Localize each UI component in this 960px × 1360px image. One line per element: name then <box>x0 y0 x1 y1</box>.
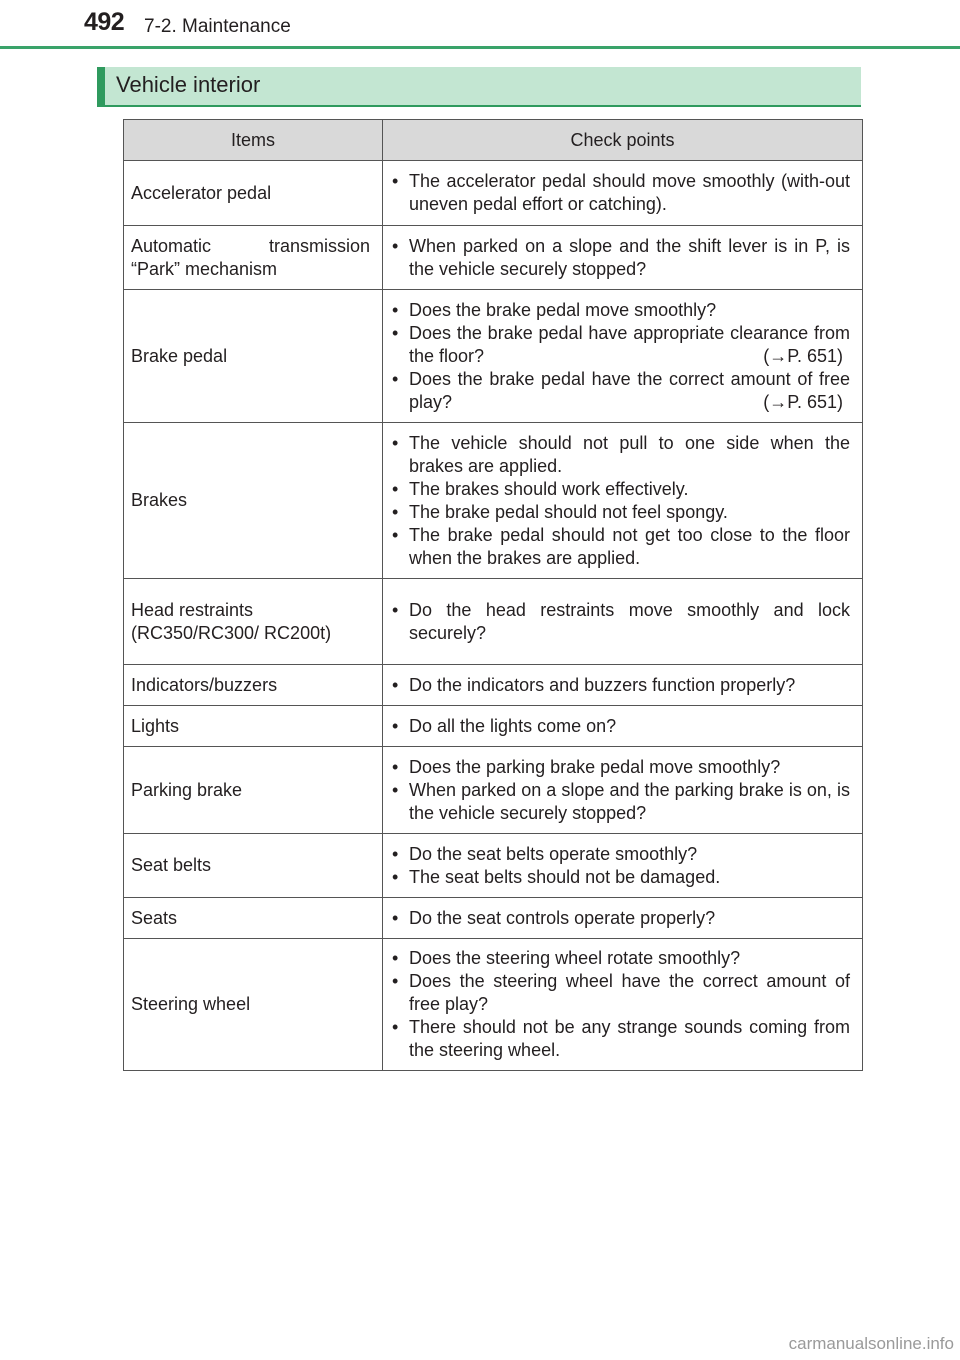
check-point <box>390 674 850 697</box>
item-cell: Steering wheel <box>124 939 383 1071</box>
item-cell: Parking brake <box>124 747 383 834</box>
check-table <box>123 119 863 1071</box>
table-row <box>124 665 863 706</box>
check-point <box>390 368 850 414</box>
page-number: 492 <box>84 8 125 36</box>
item-cell: Seat belts <box>124 834 383 898</box>
check-points-cell <box>383 898 863 939</box>
banner-accent-bar <box>97 67 105 105</box>
header-rule <box>0 46 960 49</box>
check-point <box>390 779 850 825</box>
check-point <box>390 907 850 930</box>
item-cell: Indicators/buzzers <box>124 665 383 706</box>
item-cell: Brake pedal <box>124 290 383 423</box>
item-cell: Brakes <box>124 423 383 579</box>
column-header-items: Items <box>124 120 383 161</box>
check-point-text: Does the brake pedal have appropriate clearance from the floor? <box>409 322 850 366</box>
check-point <box>390 970 850 1016</box>
check-points-cell <box>383 706 863 747</box>
check-point <box>390 866 850 889</box>
item-cell: Head restraints (RC350/RC300/ RC200t) <box>124 579 383 665</box>
check-point <box>390 843 850 866</box>
check-points-cell <box>383 423 863 579</box>
check-points-cell <box>383 226 863 290</box>
table-row <box>124 226 863 290</box>
check-point-text: Does the parking brake pedal move smoothly? <box>409 756 781 777</box>
item-cell: Automatic transmission “Park” mechanism <box>124 226 383 290</box>
check-point <box>390 715 850 738</box>
check-point-text: The vehicle should not pull to one side when the brakes are applied. <box>409 432 850 476</box>
check-point-text: Do the seat belts operate smoothly? <box>409 843 698 864</box>
check-point <box>390 501 850 524</box>
check-points-cell <box>383 161 863 226</box>
check-point <box>390 1016 850 1062</box>
check-point-text: Does the steering wheel rotate smoothly? <box>409 948 741 968</box>
check-point-text: When parked on a slope and the parking brake is on, is the vehicle securely stopped? <box>409 779 850 823</box>
item-cell: Lights <box>124 706 383 747</box>
check-point-text: There should not be any strange sounds coming from the steering wheel. <box>409 1017 850 1060</box>
check-point-text: When parked on a slope and the shift lever is in P, is the vehicle securely stopped? <box>409 235 850 279</box>
check-points-cell <box>383 747 863 834</box>
check-point-text: The brakes should work effectively. <box>409 478 689 499</box>
check-point <box>390 299 850 322</box>
check-point-text: Does the brake pedal have the correct amount of free play? <box>409 368 850 412</box>
check-point-text: Do all the lights come on? <box>409 715 617 736</box>
check-point-text: Do the seat controls operate properly? <box>409 907 716 928</box>
table-row <box>124 834 863 898</box>
section-title: 7-2. Maintenance <box>144 16 291 37</box>
page-reference[interactable]: (→P. 651) <box>763 345 843 366</box>
item-cell: Seats <box>124 898 383 939</box>
banner-title: Vehicle interior <box>116 72 261 97</box>
table-row <box>124 579 863 665</box>
check-point-text: The accelerator pedal should move smoothly (with-out uneven pedal effort or catching). <box>409 171 850 214</box>
check-point <box>390 322 850 368</box>
check-points-cell <box>383 290 863 423</box>
check-point <box>390 432 850 478</box>
check-points-cell <box>383 665 863 706</box>
table-row <box>124 161 863 226</box>
section-banner <box>97 67 861 105</box>
banner-underline <box>97 105 861 107</box>
check-point <box>390 524 850 570</box>
table-row <box>124 898 863 939</box>
table-header-row <box>124 120 863 161</box>
check-point <box>390 170 850 216</box>
check-point-text: Do the head restraints move smoothly and lock securely? <box>409 599 850 643</box>
page-reference[interactable]: (→P. 651) <box>763 391 843 412</box>
table-row <box>124 706 863 747</box>
table-row <box>124 290 863 423</box>
check-point-text: Does the steering wheel have the correct amount of free play? <box>409 971 850 1014</box>
table-row <box>124 747 863 834</box>
table-row <box>124 939 863 1071</box>
check-point-text: The brake pedal should not get too close to the floor when the brakes are applied. <box>409 524 850 568</box>
check-point <box>390 756 850 779</box>
check-points-cell <box>383 939 863 1071</box>
check-point <box>390 947 850 970</box>
check-point <box>390 235 850 281</box>
check-point <box>390 478 850 501</box>
check-point-text: The seat belts should not be damaged. <box>409 866 721 887</box>
check-points-cell <box>383 579 863 665</box>
check-point-text: The brake pedal should not feel spongy. <box>409 501 728 522</box>
check-point-text: Does the brake pedal move smoothly? <box>409 299 717 320</box>
page-header <box>0 0 960 50</box>
watermark: carmanualsonline.info <box>788 1334 954 1353</box>
check-point-text: Do the indicators and buzzers function properly? <box>409 674 796 695</box>
item-cell: Accelerator pedal <box>124 161 383 226</box>
check-points-cell <box>383 834 863 898</box>
column-header-check-points: Check points <box>383 120 863 161</box>
table-row <box>124 423 863 579</box>
check-point <box>390 599 850 645</box>
